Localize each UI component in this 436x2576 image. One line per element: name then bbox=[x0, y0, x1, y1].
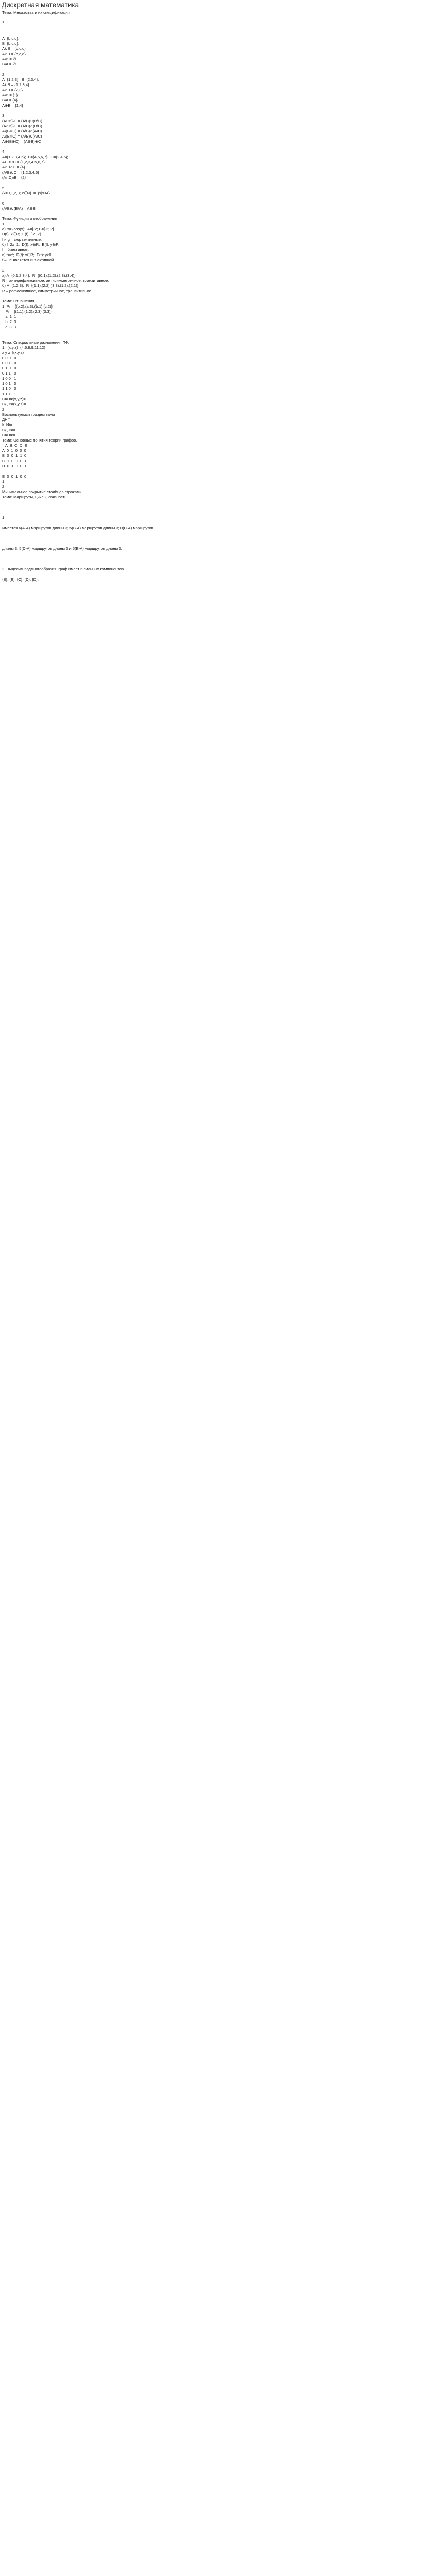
document-line: 5. bbox=[2, 185, 6, 190]
document-line: 4. bbox=[2, 149, 6, 154]
document-line: ДНФ= bbox=[2, 417, 13, 422]
document-line: f и g – сюръективные. bbox=[2, 237, 42, 242]
document-line: 1. f(x,y,z)=(4,6,8,9,11,12) bbox=[2, 345, 45, 350]
document-line: A={1,2,3,4,5}; B={4,5,6,7}; C={2,4,6}; bbox=[2, 155, 68, 159]
document-line: x y z f(x,y,z) bbox=[2, 350, 24, 355]
document-line: 2. bbox=[2, 407, 6, 412]
document-line: КНФ= bbox=[2, 422, 13, 427]
document-line: 0 0 1 0 bbox=[2, 361, 16, 365]
document-line: A B C D E bbox=[2, 443, 27, 448]
document-line: в) f=x²; D(f): x∈R; E(f): y≥0 bbox=[2, 252, 51, 257]
document-line: б) A={1,2,3}; R={(1,1),(2,2),(3,3),(1,2),(2,1)} bbox=[2, 283, 79, 288]
document-line: E 0 0 1 0 0 bbox=[2, 474, 27, 479]
document-line: A\(B∪C) = (A\B)∩(A\C) bbox=[2, 129, 42, 133]
document-line: B\A = {4} bbox=[2, 98, 18, 103]
document-line: 3. bbox=[2, 113, 6, 118]
document-line: 0 0 0 0 bbox=[2, 355, 16, 360]
document-line: R – антирефлексивное, антисимметричное, транзитивное. bbox=[2, 278, 109, 283]
document-line: (A∪B)\C = (A\C)∪(B\C) bbox=[2, 118, 42, 123]
document-line: c 3 3 bbox=[2, 325, 16, 329]
document-line: A\(B∩C) = (A\B)∪(A\C) bbox=[2, 134, 42, 139]
document-line: 1 0 0 1 bbox=[2, 376, 16, 381]
document-line: Тема: Функции и отображения bbox=[2, 216, 57, 221]
document-title: Дискретная математика bbox=[2, 1, 79, 9]
document-line: a) φ=2cos(x); A=[-2; B=[-2; 2] bbox=[2, 227, 54, 231]
document-line: 6. bbox=[2, 201, 6, 206]
document-line: 2. bbox=[2, 268, 6, 273]
document-line: 1. bbox=[2, 515, 6, 520]
document-line: СДНФ(x,y,z)= bbox=[2, 402, 26, 406]
document-line: СКНФ(x,y,z)= bbox=[2, 397, 26, 401]
document-line: A 0 1 0 0 0 bbox=[2, 448, 26, 453]
document-line: 1. bbox=[2, 222, 6, 226]
document-line: (A\B)∪C = {1,2,3,4,6} bbox=[2, 170, 39, 175]
document-line: A⊕(B⊕C) = (A⊕B)⊕C bbox=[2, 139, 41, 144]
document-line: A\B = ∅ bbox=[2, 57, 16, 61]
document-line: 1 1 1 1 bbox=[2, 392, 16, 396]
document-line: Тема: Отношения bbox=[2, 299, 34, 303]
document-line: B={b,c,d}; bbox=[2, 41, 20, 46]
document-line: a) A={0,1,2,3,4}; R={(0,1),(1,2),(2,3),(3,4)} bbox=[2, 273, 76, 278]
document-line: D 0 1 0 0 1 bbox=[2, 464, 27, 468]
document-line: {x=0,1,2,3; x∈N} = {x|x<4} bbox=[2, 191, 50, 195]
document-line: a 1 1 bbox=[2, 314, 16, 319]
document-line: A∪B∪C = {1,2,3,4,5,6,7} bbox=[2, 160, 45, 164]
document-line: D(f): x∈R; E(f): [-2; 2] bbox=[2, 232, 41, 236]
document-line: f – биективная. bbox=[2, 247, 30, 252]
document-line: Тема: Основные понятия теории графов. bbox=[2, 438, 77, 443]
document-line: A∪B = {1,2,3,4} bbox=[2, 82, 29, 87]
document-line: 1. P₁ = {(b,2),(a,3),(b,1),(c,2)} bbox=[2, 304, 53, 309]
document-line: СКНФ= bbox=[2, 433, 15, 437]
document-line: Имеется 6(A-A) маршрутов длины 3; 5(B-A) маршрутов длины 3; 0(C-A) маршрутов bbox=[2, 526, 153, 530]
document-line: (A∩C)\B = {2} bbox=[2, 175, 26, 180]
document-line: A⊕B = {1,4} bbox=[2, 103, 23, 108]
document-line: б) f=2x–1; D(f): x∈R; E(f): y∈R bbox=[2, 242, 59, 247]
document-line: 1. bbox=[2, 479, 6, 484]
document-line: A\B = {1} bbox=[2, 93, 18, 97]
document-line: Воспользуемся тождествами bbox=[2, 412, 55, 417]
document-line: длины 3; 5(D-A) маршрутов длины 3 и 5(E-A) маршрутов длины 3. bbox=[2, 546, 123, 551]
document-line: 1. bbox=[2, 20, 6, 24]
document-line: (A∩B)\C = (A\C)∩(B\C) bbox=[2, 124, 42, 128]
document-line: 1 0 1 0 bbox=[2, 381, 16, 386]
document-line: A∩B = {2,3} bbox=[2, 88, 23, 92]
document-line: Тема: Специальные разложения ПФ. bbox=[2, 340, 69, 345]
document-line: C 1 0 0 0 1 bbox=[2, 459, 27, 463]
document-line: A∪B = {b,c,d} bbox=[2, 46, 26, 51]
document-line: Минимальное покрытие столбцов строками bbox=[2, 489, 82, 494]
document-line: f – не является инъективной. bbox=[2, 258, 55, 262]
document-line: (A\B)∪(B\A) = A⊕B bbox=[2, 206, 36, 211]
document-line: B 0 0 1 1 0 bbox=[2, 453, 27, 458]
document-line: {B}; {E}; {C}; {D}; {D}. bbox=[2, 577, 39, 582]
document-line: Тема: Множества и их спецификация bbox=[2, 10, 70, 15]
document-line: R – рефлексивное, симметричное, транзитивное. bbox=[2, 289, 93, 293]
document-line: b 2 3 bbox=[2, 319, 16, 324]
document-line: 2. Выделим подмногообразия; граф имеет 6 сильных компонентов. bbox=[2, 567, 125, 571]
document-line: 0 1 1 0 bbox=[2, 371, 16, 376]
document-line: A∩B∩C = {4} bbox=[2, 165, 25, 170]
document-line: 2. bbox=[2, 484, 6, 489]
document-line: B\A = ∅ bbox=[2, 62, 16, 66]
document-line: 2. bbox=[2, 72, 6, 77]
document-line: P₂ = {(1,1),(1,2),(2,3),(3,3)} bbox=[2, 309, 52, 314]
document-line: A={b,c,d}; bbox=[2, 36, 20, 41]
document-line: Тема: Маршруты, циклы, связность. bbox=[2, 495, 68, 499]
document-line: СДНФ= bbox=[2, 428, 16, 432]
document-line: A={1,2,3}; B={2,3,4}; bbox=[2, 77, 39, 82]
document-line: A∩B = {b,c,d} bbox=[2, 52, 26, 56]
document-line: 0 1 0 0 bbox=[2, 366, 16, 370]
document-line: 1 1 0 0 bbox=[2, 386, 16, 391]
